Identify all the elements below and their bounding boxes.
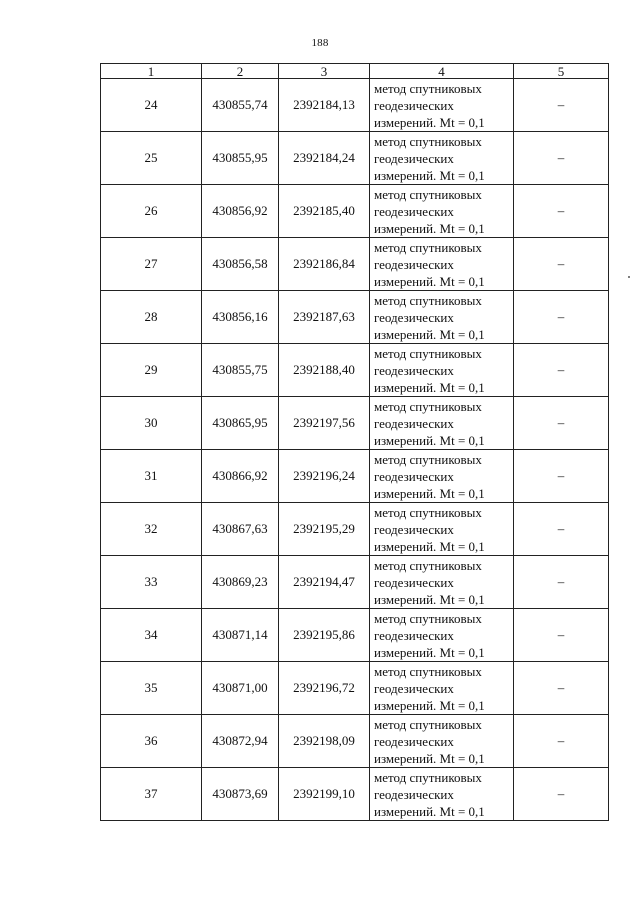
note-cell: – [514,132,609,185]
method-line: метод спутниковых [374,80,482,96]
method-line: метод спутниковых [374,769,482,785]
note-cell: – [514,185,609,238]
method-line: измерений. Mt = 0,1 [374,750,485,766]
y-coordinate-cell: 2392184,24 [279,132,370,185]
point-number-cell: 31 [101,450,202,503]
method-line: метод спутниковых [374,186,482,202]
table-row [101,768,609,821]
method-line: измерений. Mt = 0,1 [374,379,485,395]
x-coordinate-cell: 430855,95 [202,132,279,185]
y-coordinate-cell: 2392198,09 [279,715,370,768]
x-coordinate-cell: 430856,58 [202,238,279,291]
table-row [101,503,609,556]
point-number-cell: 26 [101,185,202,238]
y-coordinate-cell: 2392188,40 [279,344,370,397]
point-number-cell: 37 [101,768,202,821]
x-coordinate-cell: 430871,00 [202,662,279,715]
point-number-cell: 25 [101,132,202,185]
point-number-cell: 32 [101,503,202,556]
y-coordinate-cell: 2392199,10 [279,768,370,821]
note-cell: – [514,715,609,768]
method-line: геодезических [374,786,454,802]
y-coordinate-cell: 2392185,40 [279,185,370,238]
method-line: геодезических [374,415,454,431]
point-number-cell: 29 [101,344,202,397]
table-row [101,238,609,291]
x-coordinate-cell: 430871,14 [202,609,279,662]
y-coordinate-cell: 2392197,56 [279,397,370,450]
method-line: метод спутниковых [374,451,482,467]
method-cell [370,291,514,344]
note-cell: – [514,768,609,821]
table-row [101,132,609,185]
method-line: метод спутниковых [374,133,482,149]
x-coordinate-cell: 430873,69 [202,768,279,821]
y-coordinate-cell: 2392196,24 [279,450,370,503]
table-row [101,344,609,397]
method-cell [370,79,514,132]
x-coordinate-cell: 430855,75 [202,344,279,397]
method-line: измерений. Mt = 0,1 [374,273,485,289]
method-cell [370,609,514,662]
method-line: геодезических [374,309,454,325]
table-row [101,450,609,503]
method-cell [370,450,514,503]
header-row [101,64,609,79]
note-cell: – [514,397,609,450]
y-coordinate-cell: 2392184,13 [279,79,370,132]
y-coordinate-cell: 2392195,29 [279,503,370,556]
method-line: измерений. Mt = 0,1 [374,167,485,183]
point-number-cell: 33 [101,556,202,609]
x-coordinate-cell: 430856,16 [202,291,279,344]
method-line: метод спутниковых [374,345,482,361]
header-col-1: 1 [101,64,202,79]
method-line: геодезических [374,733,454,749]
page-number: 188 [311,37,329,49]
table-row [101,609,609,662]
note-cell: – [514,291,609,344]
note-cell: – [514,238,609,291]
note-cell: – [514,450,609,503]
table-body [101,79,609,821]
method-line: метод спутниковых [374,557,482,573]
method-line: измерений. Mt = 0,1 [374,326,485,342]
point-number-cell: 35 [101,662,202,715]
x-coordinate-cell: 430855,74 [202,79,279,132]
method-line: измерений. Mt = 0,1 [374,591,485,607]
table-row [101,715,609,768]
method-line: метод спутниковых [374,292,482,308]
note-cell: – [514,503,609,556]
method-line: метод спутниковых [374,610,482,626]
method-line: метод спутниковых [374,239,482,255]
method-line: измерений. Mt = 0,1 [374,114,485,130]
method-line: метод спутниковых [374,504,482,520]
point-number-cell: 28 [101,291,202,344]
note-cell: – [514,556,609,609]
table-row [101,662,609,715]
method-line: измерений. Mt = 0,1 [374,220,485,236]
method-line: метод спутниковых [374,398,482,414]
x-coordinate-cell: 430865,95 [202,397,279,450]
method-line: геодезических [374,256,454,272]
note-cell: – [514,344,609,397]
method-cell [370,503,514,556]
method-line: геодезических [374,203,454,219]
y-coordinate-cell: 2392194,47 [279,556,370,609]
method-cell [370,768,514,821]
table-row [101,556,609,609]
y-coordinate-cell: 2392196,72 [279,662,370,715]
method-line: геодезических [374,150,454,166]
point-number-cell: 34 [101,609,202,662]
y-coordinate-cell: 2392186,84 [279,238,370,291]
table-row [101,185,609,238]
method-line: геодезических [374,468,454,484]
point-number-cell: 30 [101,397,202,450]
method-cell [370,662,514,715]
header-col-4: 4 [370,64,514,79]
x-coordinate-cell: 430866,92 [202,450,279,503]
method-line: метод спутниковых [374,716,482,732]
method-cell [370,185,514,238]
method-line: измерений. Mt = 0,1 [374,485,485,501]
method-line: геодезических [374,574,454,590]
method-line: геодезических [374,362,454,378]
x-coordinate-cell: 430867,63 [202,503,279,556]
method-line: измерений. Mt = 0,1 [374,803,485,819]
method-cell [370,715,514,768]
x-coordinate-cell: 430856,92 [202,185,279,238]
method-line: геодезических [374,680,454,696]
method-line: измерений. Mt = 0,1 [374,538,485,554]
table-row [101,397,609,450]
method-cell [370,344,514,397]
table-row [101,291,609,344]
method-line: геодезических [374,627,454,643]
y-coordinate-cell: 2392195,86 [279,609,370,662]
table-header [101,64,609,79]
note-cell: – [514,79,609,132]
header-col-5: 5 [514,64,609,79]
coordinates-table [100,63,609,821]
header-col-2: 2 [202,64,279,79]
x-coordinate-cell: 430872,94 [202,715,279,768]
method-cell [370,238,514,291]
note-cell: – [514,662,609,715]
note-cell: – [514,609,609,662]
point-number-cell: 36 [101,715,202,768]
method-line: измерений. Mt = 0,1 [374,644,485,660]
method-line: метод спутниковых [374,663,482,679]
x-coordinate-cell: 430869,23 [202,556,279,609]
margin-speck [628,276,630,278]
method-line: измерений. Mt = 0,1 [374,432,485,448]
method-line: измерений. Mt = 0,1 [374,697,485,713]
point-number-cell: 24 [101,79,202,132]
method-cell [370,132,514,185]
method-line: геодезических [374,521,454,537]
header-col-3: 3 [279,64,370,79]
y-coordinate-cell: 2392187,63 [279,291,370,344]
method-cell [370,397,514,450]
table-row [101,79,609,132]
method-line: геодезических [374,97,454,113]
method-cell [370,556,514,609]
point-number-cell: 27 [101,238,202,291]
